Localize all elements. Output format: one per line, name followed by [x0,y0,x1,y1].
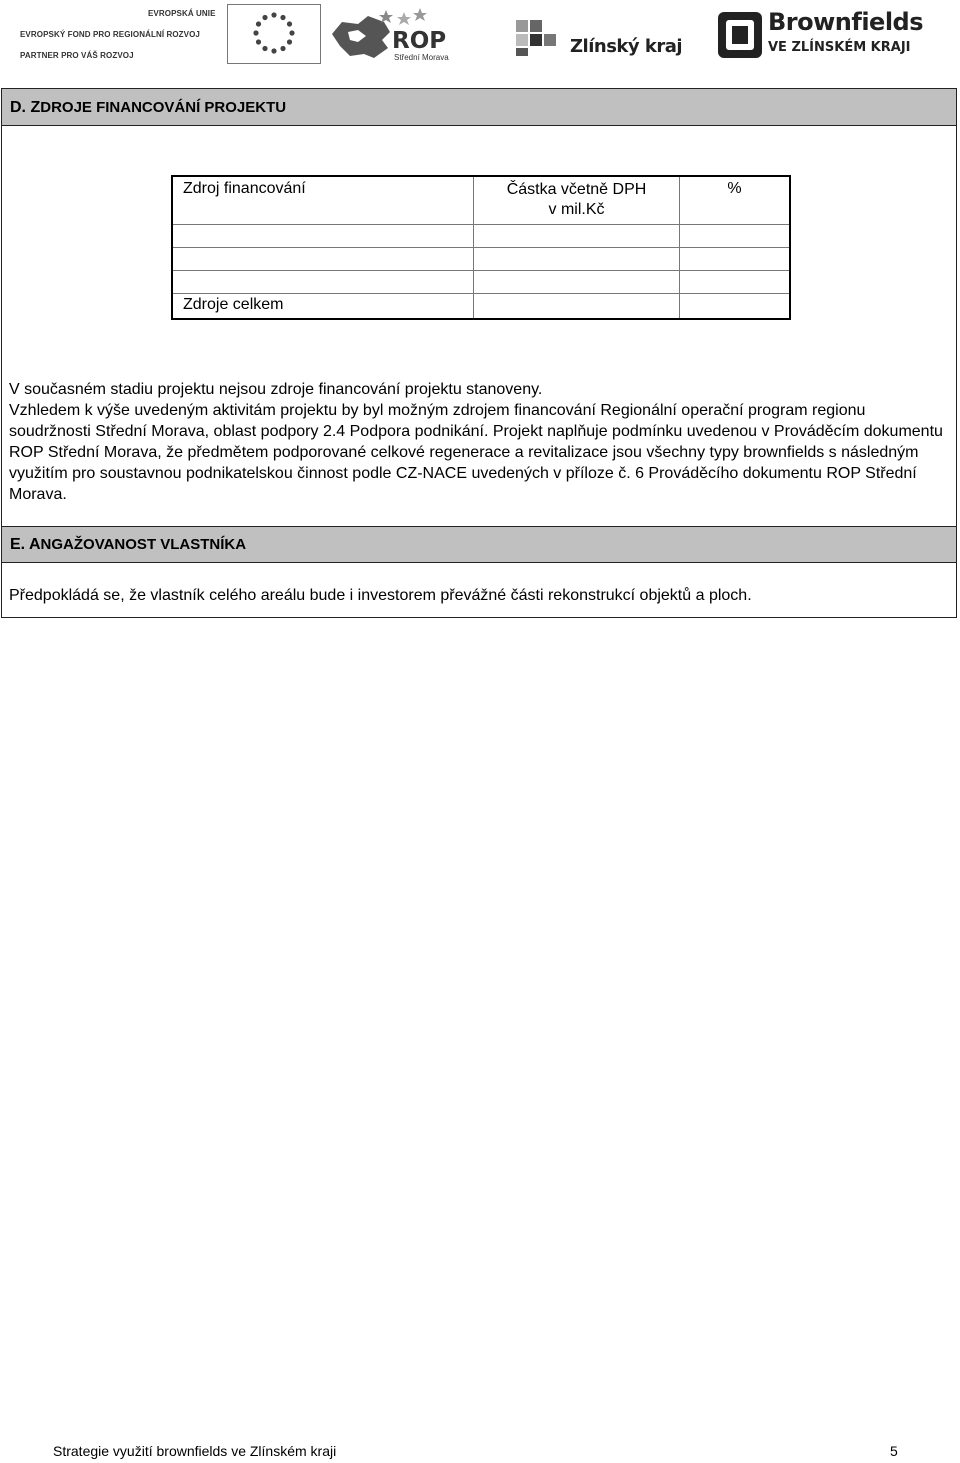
financing-table [171,175,791,320]
footer-title: Strategie využití brownfields ve Zlínském kraji [53,1443,337,1459]
table-cell [474,248,680,271]
page-number: 5 [890,1443,898,1459]
section-e-title-rest: NGAŽOVANOST VLASTNÍKA [40,536,247,553]
table-cell [680,225,791,248]
rop-title: ROP [392,28,447,54]
table-row [172,271,790,294]
table-cell [680,294,791,320]
table-row [172,248,790,271]
col-amount-header [474,176,680,225]
section-e-header [1,526,957,563]
table-cell [172,248,474,271]
col-amount-header-line1: Částka včetně DPH [506,181,647,198]
eu-flag-icon [227,4,321,64]
eu-logo-text [20,3,225,66]
zlinsky-kraj-label: Zlínský kraj [570,36,683,57]
table-cell [474,271,680,294]
table-total-row [172,294,790,320]
section-d-letter: D. [10,99,26,116]
section-d-title [10,99,286,117]
brownfields-title: Brownfields [768,8,924,36]
section-e-title-first: A [28,536,41,553]
brownfields-subtitle: VE ZLÍNSKÉM KRAJI [768,40,911,55]
table-cell [172,271,474,294]
section-e-title [10,536,246,554]
eu-line-2: EVROPSKÝ FOND PRO REGIONÁLNÍ ROZVOJ [20,30,200,39]
table-header-row [172,176,790,225]
section-d-title-first: Z [30,99,41,116]
col-percent-header: % [680,176,791,225]
table-cell [680,271,791,294]
total-label: Zdroje celkem [172,294,474,320]
section-d-paragraph-2: Vzhledem k výše uvedeným aktivitám projektu by byl možným zdrojem financování Regionální operační program regionu soudržnosti Střední Morava, oblast podpory 2.4 Podpora podnikání. Projekt naplňuje podmínku uvedenou v Prováděcím dokumentu ROP Střední Morava, že předmětem podporované celkové regenerace a revitalizace jsou všechny typy brownfields s následným využitím pro soustavnou podnikatelskou činnost podle CZ-NACE uvedených v příloze č. 6 Prováděcího dokumentu ROP Střední Morava. [9,402,943,503]
section-d-paragraph-1: V současném stadiu projektu nejsou zdroje financování projektu stanoveny. [9,381,543,398]
table-cell [474,225,680,248]
logo-bar [0,0,960,72]
section-e-paragraph: Předpokládá se, že vlastník celého areálu bude i investorem převážné části rekonstrukcí objektů a ploch. [9,587,752,604]
section-d-title-rest: DROJE FINANCOVÁNÍ PROJEKTU [40,99,287,116]
table-cell [172,225,474,248]
table-row [172,225,790,248]
table-cell [474,294,680,320]
section-d-header [1,88,957,126]
table-cell [680,248,791,271]
section-e-letter: E. [10,536,26,553]
eu-line-3: PARTNER PRO VÁŠ ROZVOJ [20,51,134,60]
col-source-header: Zdroj financování [172,176,474,225]
eu-line-1: EVROPSKÁ UNIE [148,9,216,18]
rop-subtitle: Střední Morava [394,53,449,62]
col-amount-header-line2: v mil.Kč [548,201,605,218]
